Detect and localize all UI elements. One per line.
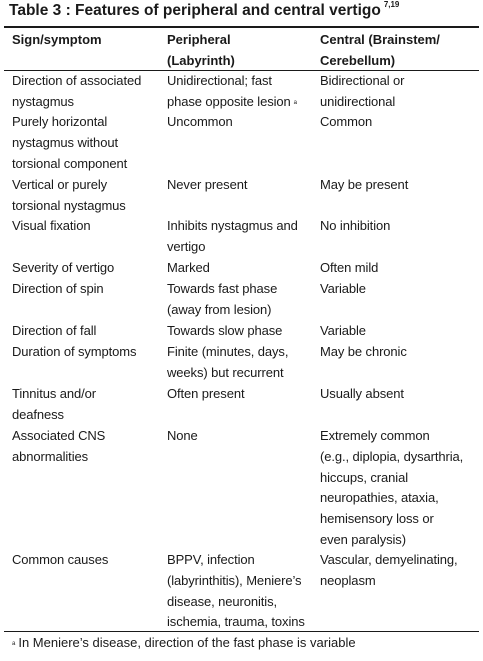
sign-cell: Common causes [12,552,109,567]
header-peripheral: Peripheral (Labyrinth) [167,32,235,68]
table-title [9,2,399,20]
footnote-text: In Meniere’s disease, direction of the fast phase is variable [18,635,356,650]
reference-superscript: 7,19 [383,0,400,9]
sign-cell: Associated CNS abnormalities [12,428,106,464]
sign-cell: Direction of fall [12,323,97,338]
header-sign-symptom: Sign/symptom [12,32,102,47]
peripheral-cell: Inhibits nystagmus and vertigo [167,218,298,254]
sign-cell: Tinnitus and/or deafness [12,386,97,422]
footnote-mark: a [12,641,16,647]
table-title-text: Table 3 : Features of peripheral and central vertigo [9,2,381,19]
footnote-marker: a [293,99,297,106]
peripheral-cell [167,71,297,113]
central-cell: Bidirectional or unidirectional [320,73,405,109]
peripheral-cell: BPPV, infection (labyrinthitis), Meniere’s disease, neuronitis, ischemia, trauma, toxins [167,552,305,630]
peripheral-cell: Marked [167,260,210,275]
header-central: Central (Brainstem/ Cerebellum) [320,32,440,68]
central-cell: Extremely common (e.g., diplopia, dysarthria, hiccups, cranial neuropathies, ataxia, hemisensory loss or even paralysis) [320,428,464,547]
central-cell: Vascular, demyelinating, neoplasm [320,552,458,588]
sign-cell: Visual fixation [12,218,91,233]
top-rule [4,26,479,28]
sign-cell: Vertical or purely torsional nystagmus [12,177,126,213]
sign-cell: Direction of spin [12,281,104,296]
central-cell: May be chronic [320,344,407,359]
peripheral-cell-text: Unidirectional; fast phase opposite lesion [167,73,291,109]
central-cell: Variable [320,281,366,296]
peripheral-cell: None [167,428,198,443]
peripheral-cell: Towards slow phase [167,323,283,338]
peripheral-cell: Finite (minutes, days, weeks) but recurrent [167,344,289,380]
central-cell: Usually absent [320,386,404,401]
central-cell: No inhibition [320,218,391,233]
central-cell: Variable [320,323,366,338]
central-cell: Often mild [320,260,379,275]
sign-cell: Purely horizontal nystagmus without torsional component [12,114,128,171]
central-cell: Common [320,114,373,129]
table-footnote [12,634,356,652]
bottom-rule [4,631,479,632]
peripheral-cell: Uncommon [167,114,233,129]
sign-cell: Direction of associated nystagmus [12,73,142,109]
sign-cell: Severity of vertigo [12,260,115,275]
central-cell: May be present [320,177,409,192]
peripheral-cell: Never present [167,177,248,192]
sign-cell: Duration of symptoms [12,344,137,359]
peripheral-cell: Towards fast phase (away from lesion) [167,281,278,317]
peripheral-cell: Often present [167,386,245,401]
